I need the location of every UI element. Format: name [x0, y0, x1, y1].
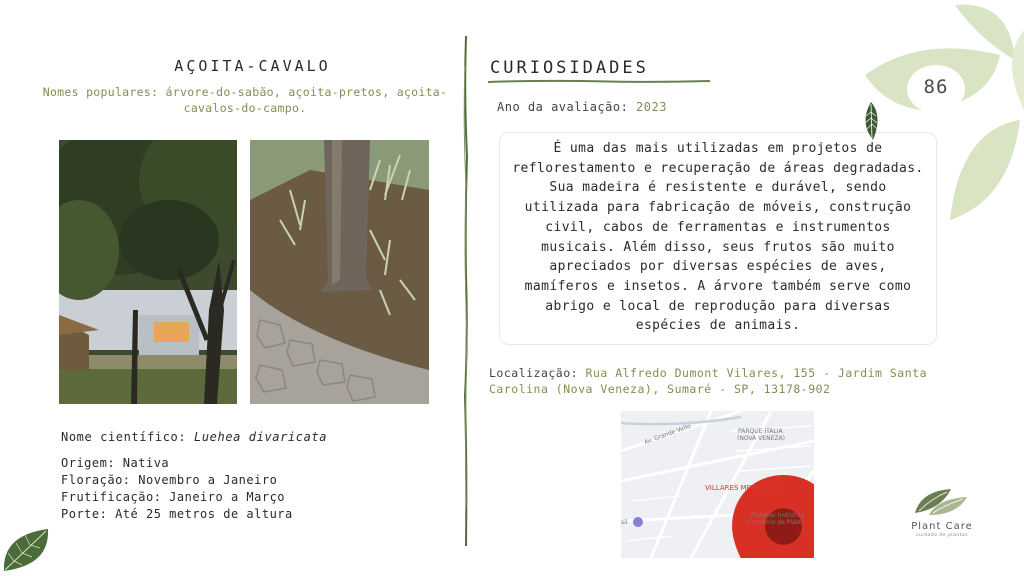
column-divider — [462, 36, 470, 546]
curiosities-title: CURIOSIDADES — [490, 58, 649, 78]
scientific-name-label: Nome científico: — [61, 430, 195, 444]
year-value: 2023 — [636, 100, 667, 114]
title-underline — [488, 78, 710, 84]
map-street-label: Av. Grande Vello — [643, 422, 692, 447]
map-district-label-1: PARQUE ITALIA — [738, 428, 783, 435]
size: Porte: Até 25 metros de altura — [61, 507, 293, 521]
map-place-label: VILLARES METALS SA — [705, 484, 780, 492]
location-map[interactable] — [621, 411, 814, 558]
corner-leaf-icon — [2, 525, 52, 573]
species-facts — [61, 455, 293, 523]
location — [489, 365, 969, 397]
popular-names: Nomes populares: árvore-do-sabão, açoita-pretos, açoita-cavalos-do-campo. — [42, 85, 448, 115]
year-label: Ano da avaliação: — [497, 100, 637, 114]
curiosities-card: É uma das mais utilizadas em projetos de reflorestamento e recuperação de áreas degradadas. Sua madeira é resistente e durável, sendo utilizada para fabricação de móveis, construção civil, cabos de ferramentas e instrumentos musicais. Além disso, seus frutos são muito apreciados por diversas espécies de aves, mamíferos e insetos. A árvore também serve como abrigo e local de reprodução para diversas espécies de animais. — [499, 132, 937, 345]
scientific-name: Luehea divaricata — [194, 430, 328, 444]
map-industry-label-2: Comércio de Plásti — [747, 519, 803, 526]
evaluation-year — [497, 100, 667, 114]
location-label: Localização: — [489, 366, 586, 380]
species-title: AÇOITA-CAVALO — [174, 57, 331, 75]
tree-photo — [59, 140, 237, 404]
trunk-photo — [250, 140, 429, 404]
map-industry-label-1: Planmar Indústria — [751, 512, 805, 519]
brand-logo-icon — [911, 487, 969, 519]
origin: Origem: Nativa — [61, 456, 170, 470]
map-district-label-2: (NOVA VENEZA) — [737, 435, 785, 442]
fruiting: Frutificação: Janeiro a Março — [61, 490, 286, 504]
map-edge-label: sil — [621, 519, 628, 526]
page-number: 86 — [923, 76, 949, 98]
brand-name: Plant Care — [911, 521, 973, 532]
location-address: Rua Alfredo Dumont Vilares, 155 - Jardim Santa Carolina (Nova Veneza), Sumaré - SP, 13178-902 — [489, 366, 928, 396]
flowering: Floração: Novembro a Janeiro — [61, 473, 278, 487]
decorative-leaves-icon — [860, 0, 1024, 230]
small-leaf-icon — [859, 100, 883, 144]
scientific-name-line — [61, 430, 327, 444]
brand-tagline: cuidado de plantas — [916, 533, 968, 538]
